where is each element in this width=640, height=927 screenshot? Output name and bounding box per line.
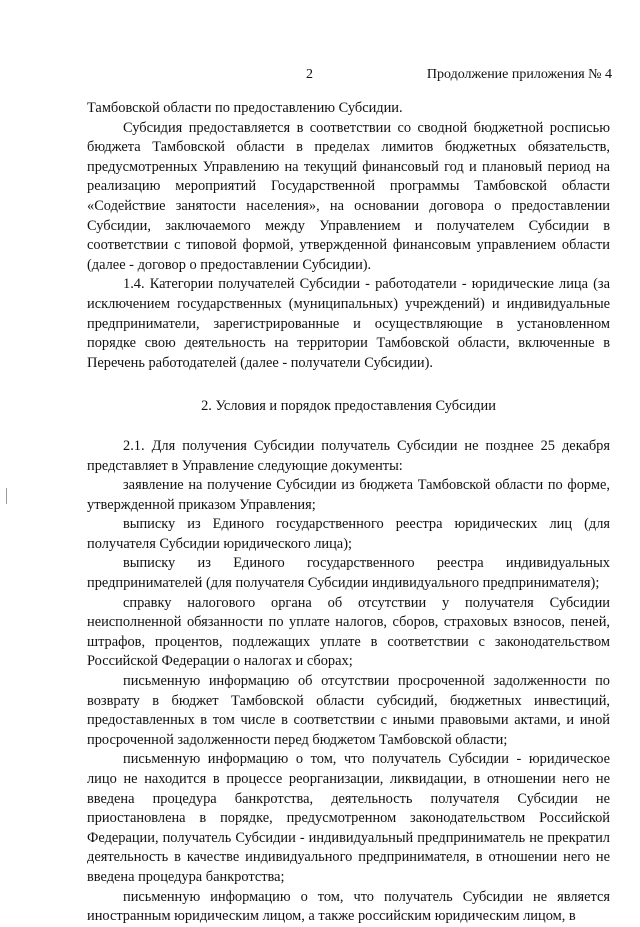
paragraph-application: заявление на получение Субсидии из бюджета Тамбовской области по форме, утвержденной приказом Управления; bbox=[87, 477, 610, 513]
section-title: 2. Условия и порядок предоставления Субсидии bbox=[201, 398, 496, 415]
page-number: 2 bbox=[306, 67, 313, 82]
paragraph-entrepreneur-extract: выписку из Единого государственного реестра индивидуальных предпринимателей (для получателя Субсидии индивидуального предпринимателя); bbox=[87, 555, 610, 592]
paragraph-subsidy-provision: Субсидия предоставляется в соответствии со сводной бюджетной росписью бюджета Тамбовской области в пределах лимитов бюджетных обязательств, предусмотренных Управлению на текущий финансовый год и плановый период на реализацию мероприятий Государственной программы Тамбовской области «Содействие занятости населения», на основании договора о предоставлении Субсидии, заключаемого между Управлением и получателем Субсидии в соответствии с типовой формой, утвержденной финансовым управлением области (далее - договор о предоставлении Субсидии). bbox=[87, 119, 610, 273]
paragraph-tax-certificate: справку налогового органа об отсутствии у получателя Субсидии неисполненной обязанности по уплате налогов, сборов, страховых взносов, пеней, штрафов, процентов, подлежащих уплате в соответствии с законодательством Российской Федерации о налогах и сборах; bbox=[87, 594, 610, 670]
paragraph-documents-intro: 2.1. Для получения Субсидии получатель Субсидии не позднее 25 декабря представляет в Управление следующие документы: bbox=[87, 437, 610, 474]
paragraph-foreign-entity-information: письменную информацию о том, что получатель Субсидии не является иностранным юридическим лицом, а также российским юридическим лицом, в bbox=[87, 888, 610, 925]
paragraph-reorganization-information: письменную информацию о том, что получатель Субсидии - юридическое лицо не находится в процессе реорганизации, ликвидации, в отношении него не введена процедура банкротства, деятельность получателя Субсидии не приостановлена в порядке, предусмотренном законодательством Российской Федерации, получатель Субсидии - индивидуальный предприниматель не прекратил деятельность в качестве индивидуального предпринимателя, в отношении него не введена процедура банкротства; bbox=[87, 751, 610, 885]
paragraph-debt-information: письменную информацию об отсутствии просроченной задолженности по возврату в бюджет Тамбовской области субсидий, бюджетных инвестиций, предоставленных в том числе в соответствии с иными правовыми актами, и иной просроченной задолженности перед бюджетом Тамбовской области; bbox=[87, 673, 610, 748]
appendix-continuation-label: Продолжение приложения № 4 bbox=[426, 67, 612, 82]
paragraph-legal-entity-extract: выписку из Единого государственного реестра юридических лиц (для получателя Субсидии юридического лица); bbox=[87, 516, 610, 552]
document-body bbox=[87, 99, 610, 927]
scan-margin-mark bbox=[6, 488, 7, 504]
paragraph-recipient-categories: 1.4. Категории получателей Субсидии - работодатели - юридические лица (за исключением государственных (муниципальных) учреждений) и индивидуальные предприниматели, зарегистрированные и осуществляющие в установленном порядке свою деятельность на территории Тамбовской области, включенные в Перечень работодателей (далее - получатели Субсидии). bbox=[87, 276, 610, 371]
paragraph-continuation: Тамбовской области по предоставлению Субсидии. bbox=[87, 100, 403, 116]
